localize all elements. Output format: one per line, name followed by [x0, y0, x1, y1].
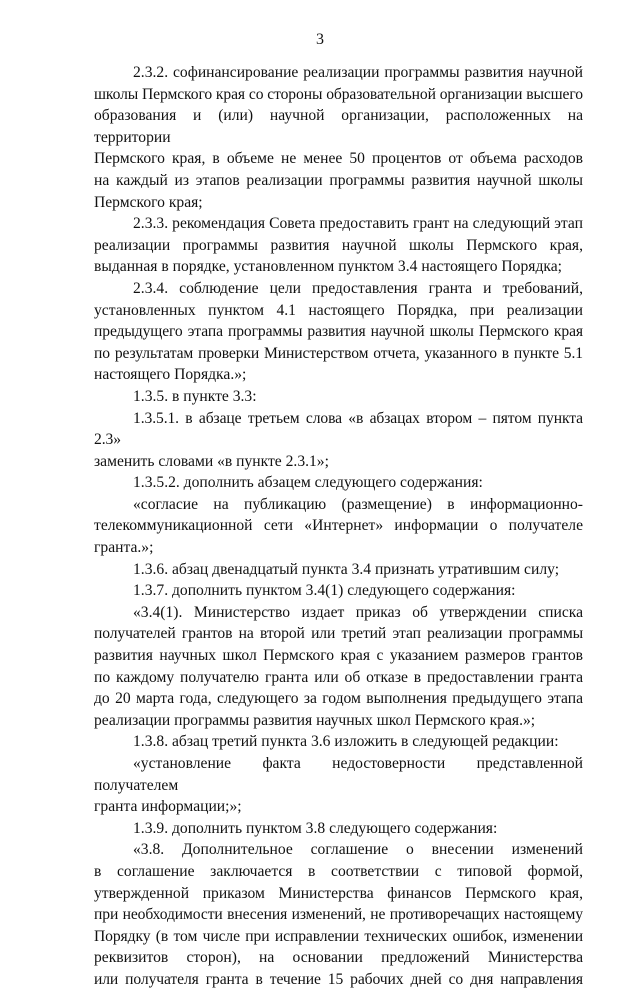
text-line: «3.8. Дополнительное соглашение о внесении изменений [133, 841, 583, 859]
document-body [94, 62, 583, 991]
text-line: 1.3.7. дополнить пунктом 3.4(1) следующего содержания: [133, 582, 516, 600]
text-line: при необходимости внесения изменений, не противоречащих настоящему [94, 906, 583, 924]
text-line: заменить словами «в пункте 2.3.1»; [94, 452, 329, 470]
paragraph-3-4-1-quote [94, 602, 583, 732]
text-line: реализации программы развития научной школы Пермского края, [94, 236, 583, 254]
text-line: или получателя гранта в течение 15 рабочих дней со дня направления [94, 970, 583, 988]
text-line: утвержденной приказом Министерства финансов Пермского края, [94, 884, 583, 902]
paragraph-2-3-3 [94, 213, 583, 278]
paragraph-consent-quote [94, 494, 583, 559]
text-line: «3.4(1). Министерство издает приказ об утверждении списка [133, 603, 583, 621]
text-line: 1.3.8. абзац третий пункта 3.6 изложить в следующей редакции: [133, 733, 559, 751]
text-line: 2.3.4. соблюдение цели предоставления гранта и требований, [133, 279, 583, 297]
text-line: предыдущего этапа программы развития научной школы Пермского края [94, 323, 583, 341]
text-line: реквизитов сторон), на основании предложений Министерства [94, 949, 583, 967]
paragraph-1-3-5-2 [94, 472, 583, 494]
paragraph-fact-quote [94, 753, 583, 818]
paragraph-1-3-9 [94, 818, 583, 840]
text-line: 1.3.9. дополнить пунктом 3.8 следующего содержания: [133, 819, 498, 837]
text-line: настоящего Порядка.»; [94, 366, 247, 384]
text-line: гранта информации;»; [94, 798, 242, 816]
text-line: телекоммуникационной сети «Интернет» информации о получателе [94, 517, 583, 535]
page-number: 3 [316, 31, 324, 48]
text-line: установленных пунктом 4.1 настоящего Порядка, при реализации [94, 301, 583, 319]
text-line: «установление факта недостоверности представленной получателем [94, 755, 583, 794]
paragraph-1-3-7 [94, 580, 583, 602]
text-line: гранта.»; [94, 539, 154, 557]
text-line: Пермского края; [94, 193, 203, 211]
text-line: образования и (или) научной организации, расположенных на территории [94, 107, 583, 146]
text-line: 2.3.2. софинансирование реализации программы развития научной [133, 64, 583, 81]
paragraph-2-3-2 [94, 62, 583, 213]
text-line: Порядку (в том числе при исправлении технических ошибок, изменении [94, 927, 583, 945]
text-line: 1.3.5.2. дополнить абзацем следующего содержания: [133, 474, 483, 492]
paragraph-1-3-6 [94, 559, 583, 581]
text-line: по результатам проверки Министерством отчета, указанного в пункте 5.1 [94, 344, 583, 362]
text-line: реализации программы развития научных школ Пермского края.»; [94, 711, 536, 729]
text-line: 1.3.5. в пункте 3.3: [133, 387, 257, 405]
paragraph-2-3-4 [94, 278, 583, 386]
text-line: в соглашение заключается в соответствии с типовой формой, [94, 862, 583, 880]
text-line: до 20 марта года, следующего за годом выполнения предыдущего этапа [94, 690, 583, 708]
paragraph-3-8-quote [94, 839, 583, 990]
paragraph-1-3-5-1 [94, 408, 583, 473]
text-line: развития научных школ Пермского края с указанием размеров грантов [94, 647, 583, 665]
text-line: получателей грантов на второй или третий этап реализации программы [94, 625, 583, 643]
text-line: школы Пермского края со стороны образовательной организации высшего [94, 85, 583, 103]
text-line: «согласие на публикацию (размещение) в информационно- [133, 495, 583, 513]
paragraph-1-3-8 [94, 731, 583, 753]
text-line: 1.3.6. абзац двенадцатый пункта 3.4 признать утратившим силу; [133, 560, 560, 578]
text-line: 1.3.5.1. в абзаце третьем слова «в абзацах втором – пятом пункта 2.3» [94, 409, 583, 449]
text-line: выданная в порядке, установленном пунктом 3.4 настоящего Порядка; [94, 258, 562, 276]
text-line: по каждому получателю гранта или об отказе в предоставлении гранта [94, 668, 583, 686]
paragraph-1-3-5 [94, 386, 583, 408]
text-line: 2.3.3. рекомендация Совета предоставить грант на следующий этап [133, 215, 583, 233]
text-line: Пермского края, в объеме не менее 50 процентов от объема расходов [94, 150, 583, 168]
text-line: на каждый из этапов реализации программы развития научной школы [94, 171, 583, 189]
